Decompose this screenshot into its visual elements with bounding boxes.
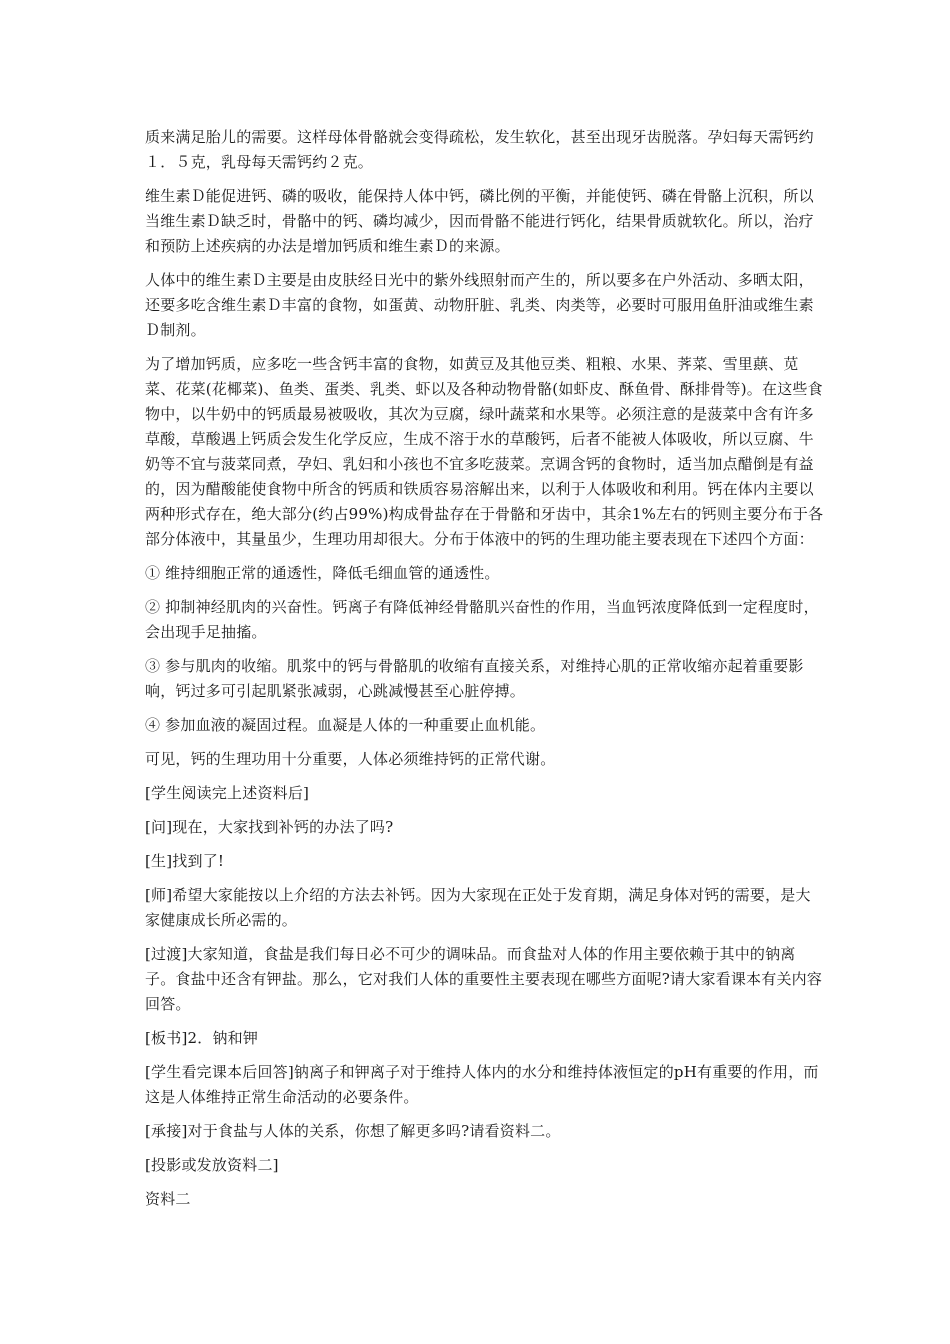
paragraph: [投影或发放资料二]	[145, 1156, 279, 1174]
paragraph: 可见，钙的生理功用十分重要，人体必须维持钙的正常代谢。	[145, 750, 556, 768]
list-item: ② 抑制神经肌肉的兴奋性。钙离子有降低神经骨骼肌兴奋性的作用，当血钙浓度降低到一定程度时，会出现手足抽搐。	[145, 598, 819, 641]
paragraph: 维生素Ｄ能促进钙、磷的吸收，能保持人体中钙，磷比例的平衡，并能使钙、磷在骨骼上沉积，所以当维生素Ｄ缺乏时，骨骼中的钙、磷均减少，因而骨骼不能进行钙化，结果骨质就软化。所以，治疗和预防上述疾病的办法是增加钙质和维生素Ｄ的来源。	[145, 187, 814, 255]
paragraph: 质来满足胎儿的需要。这样母体骨骼就会变得疏松，发生软化，甚至出现牙齿脱落。孕妇每天需钙约１．５克，乳母每天需钙约２克。	[145, 128, 814, 171]
paragraph: [板书]2．钠和钾	[145, 1029, 259, 1047]
paragraph: [学生阅读完上述资料后]	[145, 784, 310, 802]
paragraph: [问]现在，大家找到补钙的办法了吗?	[145, 818, 394, 836]
list-item: ④ 参加血液的凝固过程。血凝是人体的一种重要止血机能。	[145, 716, 546, 734]
paragraph: 为了增加钙质，应多吃一些含钙丰富的食物，如黄豆及其他豆类、粗粮、水果、荠菜、雪里蕻、苋菜、花菜(花椰菜)、鱼类、蛋类、乳类、虾以及各种动物骨骼(如虾皮、酥鱼骨、酥排骨等)。在这些食物中，以牛奶中的钙质最易被吸收，其次为豆腐，绿叶蔬菜和水果等。必须注意的是菠菜中含有许多草酸，草酸遇上钙质会发生化学反应，生成不溶于水的草酸钙，后者不能被人体吸收，所以豆腐、牛奶等不宜与菠菜同煮，孕妇、乳妇和小孩也不宜多吃菠菜。烹调含钙的食物时，适当加点醋倒是有益的，因为醋酸能使食物中所含的钙质和铁质容易溶解出来，以利于人体吸收和利用。钙在体内主要以两种形式存在，绝大部分(约占99%)构成骨盐存在于骨骼和牙齿中，其余1%左右的钙则主要分布于各部分体液中，其量虽少，生理功用却很大。分布于体液中的钙的生理功能主要表现在下述四个方面：	[145, 355, 824, 548]
paragraph: 人体中的维生素Ｄ主要是由皮肤经日光中的紫外线照射而产生的，所以要多在户外活动、多晒太阳，还要多吃含维生素Ｄ丰富的食物，如蛋黄、动物肝脏、乳类、肉类等，必要时可服用鱼肝油或维生素Ｄ制剂。	[145, 271, 814, 339]
list-item: ① 维持细胞正常的通透性，降低毛细血管的通透性。	[145, 564, 500, 582]
paragraph: [生]找到了!	[145, 852, 225, 870]
paragraph: [过渡]大家知道，食盐是我们每日必不可少的调味品。而食盐对人体的作用主要依赖于其中的钠离子。食盐中还含有钾盐。那么，它对我们人体的重要性主要表现在哪些方面呢?请大家看课本有关内容回答。	[145, 945, 823, 1013]
paragraph: [师]希望大家能按以上介绍的方法去补钙。因为大家现在正处于发育期，满足身体对钙的需要，是大家健康成长所必需的。	[145, 886, 811, 929]
paragraph: 资料二	[145, 1190, 191, 1208]
list-item: ③ 参与肌肉的收缩。肌浆中的钙与骨骼肌的收缩有直接关系，对维持心肌的正常收缩亦起着重要影响，钙过多可引起肌紧张减弱，心跳减慢甚至心脏停搏。	[145, 657, 804, 700]
document-page	[145, 125, 825, 1221]
paragraph: [学生看完课本后回答]钠离子和钾离子对于维持人体内的水分和维持体液恒定的pH有重要的作用，而这是人体维持正常生命活动的必要条件。	[145, 1063, 819, 1106]
paragraph: [承接]对于食盐与人体的关系，你想了解更多吗?请看资料二。	[145, 1122, 561, 1140]
